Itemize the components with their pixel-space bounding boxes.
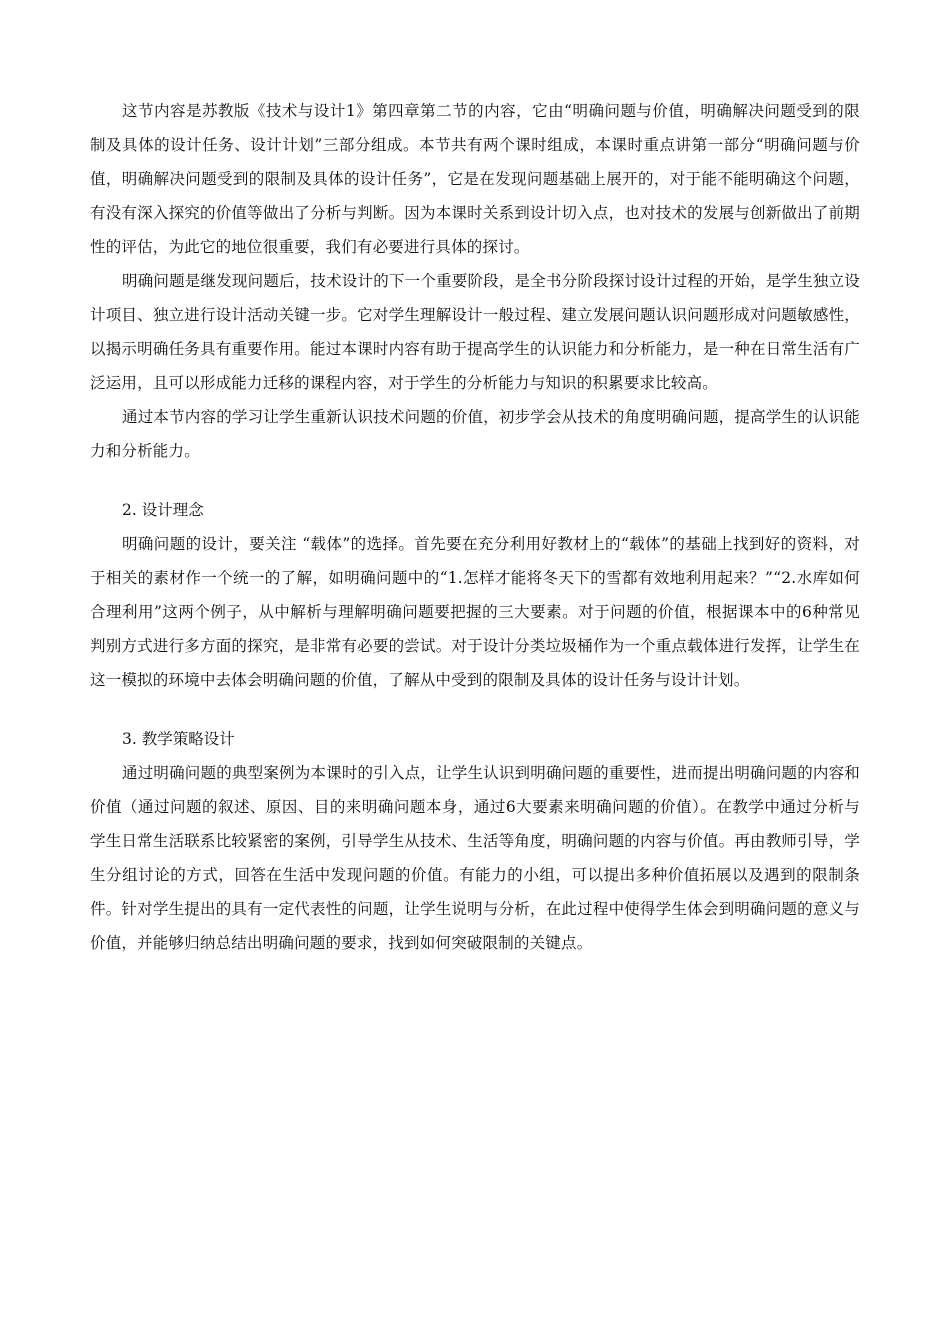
document-page [90, 94, 860, 960]
intro-paragraph-1: 这节内容是苏教版《技术与设计1》第四章第二节的内容，它由“明确问题与价值，明确解决问题受到的限制及具体的设计任务、设计计划”三部分组成。本节共有两个课时组成，本课时重点讲第一部分“明确问题与价值，明确解决问题受到的限制及具体的设计任务”，它是在发现问题基础上展开的，对于能不能明确这个问题，有没有深入探究的价值等做出了分析与判断。因为本课时关系到设计切入点，也对技术的发展与创新做出了前期性的评估，为此它的地位很重要，我们有必要进行具体的探讨。 [90, 102, 860, 256]
section-heading-teaching-strategy: 3. 教学策略设计 [122, 730, 235, 748]
teaching-strategy-paragraph: 通过明确问题的典型案例为本课时的引入点，让学生认识到明确问题的重要性，进而提出明确问题的内容和价值（通过问题的叙述、原因、目的来明确问题本身，通过6大要素来明确问题的价值）。在教学中通过分析与学生日常生活联系比较紧密的案例，引导学生从技术、生活等角度，明确问题的内容与价值。再由教师引导，学生分组讨论的方式，回答在生活中发现问题的价值。有能力的小组，可以提出多种价值拓展以及遇到的限制条件。针对学生提出的具有一定代表性的问题，让学生说明与分析，在此过程中使得学生体会到明确问题的意义与价值，并能够归纳总结出明确问题的要求，找到如何突破限制的关键点。 [90, 764, 860, 952]
intro-paragraph-3: 通过本节内容的学习让学生重新认识技术问题的价值，初步学会从技术的角度明确问题，提高学生的认识能力和分析能力。 [90, 408, 860, 460]
section-heading-design-concept: 2. 设计理念 [122, 501, 204, 519]
section-spacer [90, 697, 860, 722]
design-concept-paragraph: 明确问题的设计，要关注 “载体”的选择。首先要在充分利用好教材上的“载体”的基础上找到好的资料，对于相关的素材作一个统一的了解，如明确问题中的“1.怎样才能将冬天下的雪都有效地利用起来？”“2.水库如何合理利用”这两个例子，从中解析与理解明确问题要把握的三大要素。对于问题的价值，根据课本中的6种常见判别方式进行多方面的探究，是非常有必要的尝试。对于设计分类垃圾桶作为一个重点载体进行发挥，让学生在这一模拟的环境中去体会明确问题的价值，了解从中受到的限制及具体的设计任务与设计计划。 [90, 535, 860, 689]
section-spacer [90, 468, 860, 493]
intro-paragraph-2: 明确问题是继发现问题后，技术设计的下一个重要阶段，是全书分阶段探讨设计过程的开始，是学生独立设计项目、独立进行设计活动关键一步。它对学生理解设计一般过程、建立发展问题认识问题形成对问题敏感性，以揭示明确任务具有重要作用。能过本课时内容有助于提高学生的认识能力和分析能力，是一种在日常生活有广泛运用，且可以形成能力迁移的课程内容，对于学生的分析能力与知识的积累要求比较高。 [90, 272, 860, 392]
